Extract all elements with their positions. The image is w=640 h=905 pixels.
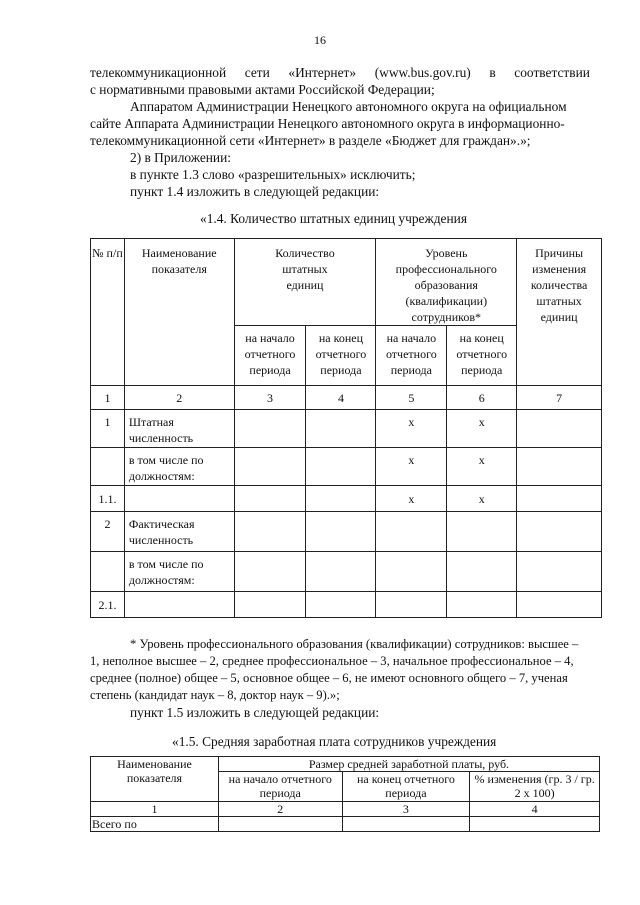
column-number: 3	[342, 802, 470, 817]
cell-empty	[517, 512, 602, 552]
cell-empty	[447, 512, 517, 552]
table-row	[91, 448, 602, 486]
row-number	[91, 448, 125, 486]
cell-empty	[306, 592, 376, 618]
cell-empty	[306, 552, 376, 592]
cell-empty	[218, 817, 342, 832]
cell-empty	[447, 552, 517, 592]
row-indicator: Всего по	[91, 817, 219, 832]
salary-table	[90, 756, 600, 832]
column-number: 5	[376, 386, 447, 410]
row-indicator	[124, 592, 234, 618]
header-salary-start: на начало отчетного периода	[218, 772, 342, 802]
header-level-start: на начало отчетного периода	[376, 326, 447, 386]
footnote-line-3: среднее (полное) общее – 5, основное общее – 6, не имеют основного общего – 7, ученая	[90, 671, 568, 685]
cell-empty	[376, 552, 447, 592]
cell-empty	[517, 592, 602, 618]
cell-empty	[376, 512, 447, 552]
row-indicator: Фактическая численность	[124, 512, 234, 552]
item-2-a: в пункте 1.3 слово «разрешительных» исключить;	[130, 167, 416, 182]
row-number: 1	[91, 410, 125, 448]
paragraph-1-line-2: с нормативными правовыми актами Российской Федерации;	[90, 82, 435, 97]
header-education-level: Уровень профессионального образования (квалификации) сотрудников*	[376, 239, 517, 326]
cell-empty	[234, 592, 306, 618]
header-salary-end: на конец отчетного периода	[342, 772, 470, 802]
staff-count-table	[90, 238, 602, 618]
word: «Интернет»	[288, 65, 357, 80]
cell-empty	[517, 486, 602, 512]
column-number: 1	[91, 802, 219, 817]
column-number: 2	[124, 386, 234, 410]
page-number: 16	[314, 33, 326, 47]
word: (www.bus.gov.ru)	[374, 65, 471, 80]
table-row	[91, 512, 602, 552]
row-indicator: в том числе по должностям:	[124, 552, 234, 592]
header-staff-count: Количество штатных единиц	[234, 239, 376, 326]
cell-empty	[306, 486, 376, 512]
header-change-percent: % изменения (гр. 3 / гр. 2 х 100)	[470, 772, 600, 802]
column-number: 7	[517, 386, 602, 410]
row-number: 2.1.	[91, 592, 125, 618]
row-number: 2	[91, 512, 125, 552]
table-2-title: «1.5. Средняя заработная плата сотрудников учреждения	[172, 734, 497, 749]
cell-empty	[517, 552, 602, 592]
cell-empty	[447, 592, 517, 618]
row-number	[91, 552, 125, 592]
word: телекоммуникационной	[90, 65, 227, 80]
table-1-title: «1.4. Количество штатных единиц учреждения	[200, 211, 467, 226]
cell-empty	[517, 448, 602, 486]
cell-empty	[306, 410, 376, 448]
cell-x-mark: х	[447, 410, 517, 448]
word: в	[489, 65, 496, 80]
column-number: 4	[470, 802, 600, 817]
header-change-reasons: Причины изменения количества штатных единиц	[517, 239, 602, 386]
footnote-line-1: * Уровень профессионального образования (квалификации) сотрудников: высшее –	[130, 637, 579, 651]
header-count-end: на конец отчетного периода	[306, 326, 376, 386]
cell-empty	[342, 817, 470, 832]
header-count-start: на начало отчетного периода	[234, 326, 306, 386]
table-row	[91, 552, 602, 592]
word: сети	[244, 65, 270, 80]
cell-x-mark: х	[376, 486, 447, 512]
cell-empty	[234, 410, 306, 448]
cell-empty	[234, 512, 306, 552]
row-indicator: Штатная численность	[124, 410, 234, 448]
word: соответствии	[514, 65, 590, 80]
paragraph-2-line-2: сайте Аппарата Администрации Ненецкого автономного округа в информационно-	[90, 116, 565, 131]
footnote-line-2: 1, неполное высшее – 2, среднее профессиональное – 3, начальное профессиональное – 4,	[90, 654, 574, 668]
column-number: 6	[447, 386, 517, 410]
cell-empty	[306, 512, 376, 552]
header-indicator: Наименование показателя	[91, 757, 219, 802]
cell-empty	[376, 592, 447, 618]
table-row	[91, 410, 602, 448]
paragraph-1-line-1	[90, 64, 590, 81]
cell-x-mark: х	[376, 410, 447, 448]
header-indicator: Наименование показателя	[124, 239, 234, 386]
column-number: 4	[306, 386, 376, 410]
item-2: 2) в Приложении:	[130, 150, 231, 165]
column-number: 3	[234, 386, 306, 410]
cell-x-mark: х	[447, 486, 517, 512]
footnote-line-4: степень (кандидат наук – 8, доктор наук – 9).»;	[90, 688, 340, 702]
header-level-end: на конец отчетного периода	[447, 326, 517, 386]
cell-empty	[234, 552, 306, 592]
row-indicator: в том числе по должностям:	[124, 448, 234, 486]
cell-x-mark: х	[447, 448, 517, 486]
row-indicator	[124, 486, 234, 512]
column-number: 1	[91, 386, 125, 410]
table-row	[91, 817, 600, 832]
cell-empty	[234, 448, 306, 486]
cell-x-mark: х	[376, 448, 447, 486]
cell-empty	[234, 486, 306, 512]
row-number: 1.1.	[91, 486, 125, 512]
paragraph-2-line-1: Аппаратом Администрации Ненецкого автономного округа на официальном	[130, 99, 567, 114]
cell-empty	[470, 817, 600, 832]
table-row	[91, 592, 602, 618]
column-number: 2	[218, 802, 342, 817]
item-2-b: пункт 1.4 изложить в следующей редакции:	[130, 184, 380, 199]
paragraph-2-line-3: телекоммуникационной сети «Интернет» в разделе «Бюджет для граждан».»;	[90, 133, 531, 148]
table-row	[91, 486, 602, 512]
header-average-salary: Размер средней заработной платы, руб.	[218, 757, 599, 772]
item-1-5: пункт 1.5 изложить в следующей редакции:	[130, 705, 380, 720]
cell-empty	[517, 410, 602, 448]
cell-empty	[306, 448, 376, 486]
header-number: № п/п	[91, 239, 125, 386]
